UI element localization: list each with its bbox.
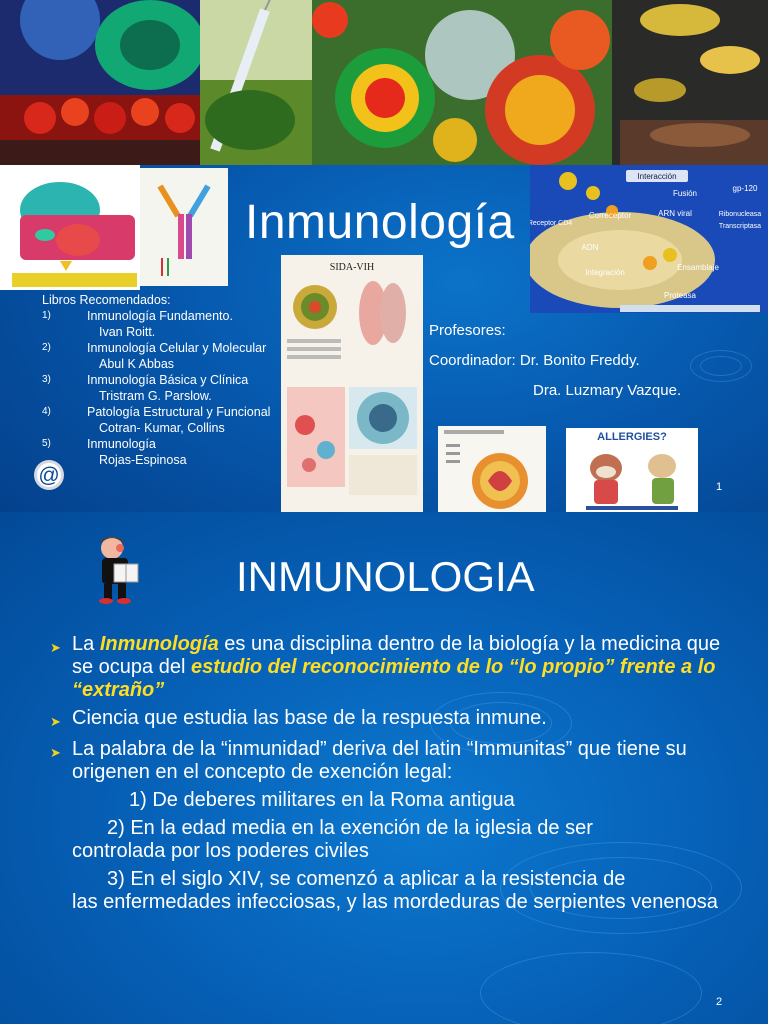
historical-point-2-text: 2) En la edad media en la exención de la iglesia de ser: [107, 817, 593, 839]
hiv-cycle-diagram-image: [530, 165, 768, 313]
historical-point-3: [50, 868, 730, 914]
allergies-label: ALLERGIES?: [597, 431, 667, 443]
bullet-1-mid: es una disciplina dentro de la biología y la medicina que se ocupa del: [72, 633, 721, 678]
book-title: Patología Estructural y Funcional: [87, 405, 271, 419]
book-title: Inmunología Básica y Clínica: [87, 373, 249, 387]
diagram-label-interaccion: Interacción: [637, 172, 677, 181]
professors-block: [429, 316, 681, 406]
reading-man-cartoon-icon: [92, 534, 150, 604]
bullet-2-text: Ciencia que estudia las base de la respuesta inmune.: [72, 707, 547, 729]
cd4-cell-diagram-image: [0, 165, 140, 290]
book-author: Tristram G. Parslow.: [99, 389, 212, 403]
sida-vih-poster-image: [281, 255, 423, 512]
bullet-3-text: La palabra de la “inmunidad” deriva del latin “Immunitas” que tiene su origenen en el concepto de exención legal:: [72, 738, 687, 783]
diagram-label-transcriptasa: Transcriptasa: [718, 223, 762, 230]
antibody-diagram-image: [140, 168, 228, 286]
bullet-arrow-icon: ➤: [50, 714, 61, 729]
email-at-icon[interactable]: [33, 459, 65, 491]
allergies-cartoon-image: [566, 428, 698, 512]
book-number: 2): [42, 342, 51, 353]
book-author: Ivan Roitt.: [99, 325, 156, 339]
coordinator-line: Coordinador: Dr. Bonito Freddy.: [429, 352, 640, 369]
bullet-1-emphasis-term: Inmunología: [99, 633, 219, 655]
second-professor: Dra. Luzmary Vazque.: [533, 382, 682, 399]
water-ripple: [480, 952, 702, 1024]
diagram-label-arn-viral: ARN viral: [658, 209, 692, 218]
diagram-label-receptor-cd4: Receptor CD4: [530, 220, 573, 227]
book-author: Cotran- Kumar, Collins: [99, 421, 225, 435]
page-number: 1: [716, 481, 723, 493]
diagram-label-ensamblaje: Ensamblaje: [677, 263, 719, 272]
book-number: 4): [42, 406, 51, 417]
bullet-arrow-icon: ➤: [50, 640, 61, 655]
slide-2-content: [50, 633, 730, 919]
bullet-arrow-icon: ➤: [50, 745, 61, 760]
book-item: [42, 436, 287, 468]
email-at-symbol: @: [38, 464, 60, 487]
book-item: [42, 372, 287, 404]
recommended-books: [42, 292, 287, 468]
slide-1-title: Inmunología: [245, 196, 515, 249]
historical-point-1-text: 1) De deberes militares en la Roma antigua: [129, 789, 515, 811]
book-author: Abul K Abbas: [99, 357, 175, 371]
book-item: [42, 404, 287, 436]
diagram-label-integracion: Integración: [585, 268, 625, 277]
book-item: [42, 308, 287, 340]
diagram-label-correceptor: Correceptor: [588, 211, 632, 220]
page-number: 2: [716, 996, 723, 1008]
diagram-label-ribonucleasa: Ribonucleasa: [718, 211, 762, 218]
diagram-label-proteasa: Proteasa: [663, 291, 697, 300]
professors-label: Profesores:: [429, 322, 506, 339]
diagram-label-adn: ADN: [581, 243, 599, 252]
slide-2: [0, 512, 768, 1024]
bullet-1-pre: La: [72, 633, 100, 655]
historical-point-3-continuation: las enfermedades infecciosas, y las mordeduras de serpientes venenosa: [72, 891, 718, 913]
bullet-item: [50, 633, 730, 702]
slide-2-title: INMUNOLOGIA: [236, 553, 535, 600]
historical-point-2: [50, 817, 730, 863]
sida-vih-label: SIDA-VIH: [329, 262, 375, 273]
book-author: Rojas-Espinosa: [99, 453, 187, 467]
book-number: 3): [42, 374, 51, 385]
virus-structure-image: [438, 426, 546, 512]
historical-point-2-continuation: controlada por los poderes civiles: [72, 840, 369, 862]
book-title: Inmunología Fundamento.: [87, 309, 233, 323]
book-item: [42, 340, 287, 372]
book-title: Inmunología: [87, 437, 156, 451]
bullet-item: [50, 738, 730, 784]
books-header: Libros Recomendados:: [42, 293, 171, 307]
diagram-label-fusion: Fusión: [672, 189, 698, 198]
book-number: 1): [42, 310, 51, 321]
book-title: Inmunología Celular y Molecular: [87, 341, 267, 355]
historical-point-1: [50, 789, 730, 812]
bullet-item: [50, 707, 730, 733]
water-ripple: [700, 356, 742, 376]
book-number: 5): [42, 438, 51, 449]
historical-point-3-text: 3) En el siglo XIV, se comenzó a aplicar a la resistencia de: [107, 868, 626, 890]
diagram-label-gp120: gp-120: [732, 184, 758, 193]
header-collage-image: [0, 0, 768, 165]
bullet-1-emphasis-definition: estudio del reconocimiento de lo “lo propio” frente a lo “extraño”: [72, 656, 716, 701]
